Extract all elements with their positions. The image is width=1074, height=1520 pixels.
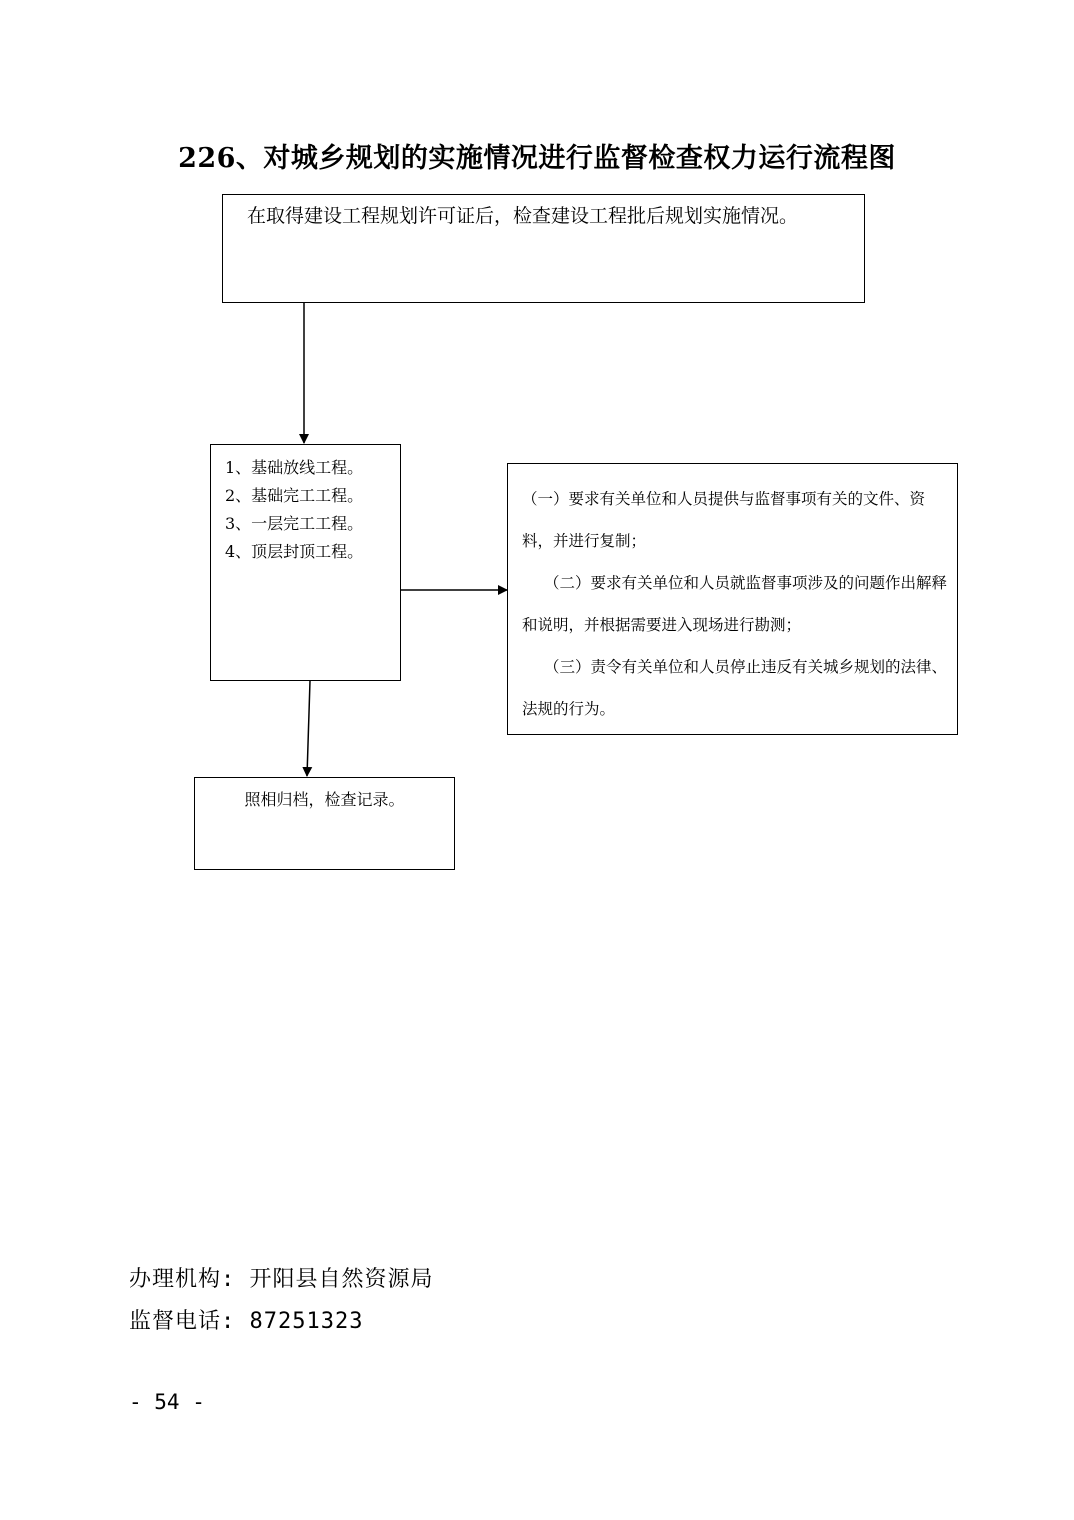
measure-item: （一）要求有关单位和人员提供与监督事项有关的文件、资料，并进行复制； xyxy=(522,490,926,550)
measure-item: （二）要求有关单位和人员就监督事项涉及的问题作出解释和说明，并根据需要进入现场进行勘测； xyxy=(522,574,948,634)
measure-item: （三）责令有关单位和人员停止违反有关城乡规划的法律、法规的行为。 xyxy=(522,658,948,718)
archive-box: 照相归档，检查记录。 xyxy=(194,777,455,870)
supervision-measures-box xyxy=(507,463,958,735)
phone-label: 监督电话: 87251323 xyxy=(129,1309,364,1334)
page-number: - 54 - xyxy=(129,1390,205,1414)
stage-item: 4、顶层封顶工程。 xyxy=(225,542,364,561)
stage-item: 3、一层完工工程。 xyxy=(225,514,364,533)
stage-item: 2、基础完工工程。 xyxy=(225,486,364,505)
stage-item: 1、基础放线工程。 xyxy=(225,458,364,477)
page-title: 226、对城乡规划的实施情况进行监督检查权力运行流程图 xyxy=(178,143,896,174)
arrow-stages-to-archive xyxy=(307,681,310,776)
start-box: 在取得建设工程规划许可证后，检查建设工程批后规划实施情况。 xyxy=(222,194,865,303)
agency-label: 办理机构: 开阳县自然资源局 xyxy=(129,1267,434,1292)
inspection-stages-box xyxy=(210,444,401,681)
